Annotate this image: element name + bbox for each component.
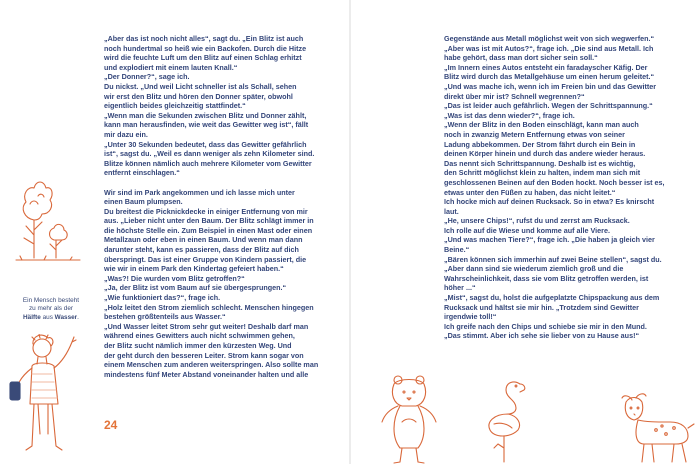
tree-illustration bbox=[14, 160, 84, 265]
bear-illustration bbox=[380, 372, 440, 464]
paragraph: Ich greife nach den Chips und schiebe sie mir in den Mund. bbox=[444, 321, 647, 331]
paragraph: „Was?! Die wurden vom Blitz getroffen?“ bbox=[104, 273, 245, 283]
paragraph: Wir sind im Park angekommen und ich lasse mich unter einen Baum plumpsen. bbox=[104, 187, 295, 207]
paragraph: „Aber dann sind sie wiederum ziemlich groß und die Wahrscheinlichkeit, dass sie vom Blitz getroffen werden, ist höher ...“ bbox=[444, 264, 649, 293]
side-note-highlight: Hälfte bbox=[23, 313, 41, 321]
paragraph: Ich hocke mich auf deinen Rucksack. So in etwa? Es knirscht laut. bbox=[444, 197, 655, 216]
paragraph: „Wenn man die Sekunden zwischen Blitz und Donner zählt, kann man herausfinden, wie weit das Gewitter weg ist“, fällt mir dazu ein. bbox=[104, 110, 309, 139]
side-note-highlight: Wasser bbox=[54, 313, 78, 321]
paragraph: „He, unsere Chips!“, rufst du und zerrst am Rucksack. bbox=[444, 216, 630, 226]
paragraph: Gegenstände aus Metall möglichst weit von sich wegwerfen.“ bbox=[444, 34, 655, 43]
deer-illustration bbox=[616, 388, 698, 464]
person-illustration bbox=[2, 334, 82, 464]
paragraph: „Wie funktioniert das?“, frage ich. bbox=[104, 293, 221, 303]
paragraph: „Und was machen Tiere?“, frage ich. „Die haben ja gleich vier Beine.“ bbox=[444, 235, 655, 255]
right-page bbox=[350, 0, 700, 464]
paragraph: „Aber das ist noch nicht alles“, sagt du. „Ein Blitz ist auch noch hundertmal so heiß wie ein Backofen. Durch die Hitze wird die feuchte Luft um den Blitz auf einen Schlag erhitzt und explodiert mit einem lauten Knall.“ bbox=[104, 34, 307, 72]
paragraph: „Bären können sich immerhin auf zwei Beine stellen“, sagst du. bbox=[444, 254, 662, 264]
paragraph: „Was ist das denn wieder?“, frage ich. bbox=[444, 110, 575, 120]
paragraph: „Das ist leider auch gefährlich. Wegen der Schrittspannung.“ bbox=[444, 101, 653, 111]
paragraph: „Und Wasser leitet Strom sehr gut weiter! Deshalb darf man während eines Gewitters auch nicht schwimmen gehen, der Blitz sucht nämlich immer den kürzesten Weg. Und der geht durch den besseren Leiter. Strom kann sogar von einem Menschen zum anderen weiterspringen. Also sollte man mindestens fünf Meter Abstand voneinander halten und alle bbox=[104, 321, 319, 379]
right-page-text bbox=[444, 34, 682, 341]
paragraph: „Das stimmt. Aber ich sehe sie lieber von zu Hause aus!“ bbox=[444, 331, 640, 341]
paragraph: „Wenn der Blitz in den Boden einschlägt, kann man auch noch in zwanzig Metern Entfernung etwas von seiner Ladung abbekommen. Der Strom fährt durch ein Bein in deinen Körper hinein und durch das andere wieder heraus. Das nennt sich Schrittspannung. Deshalb ist es wichtig, den Schritt möglichst klein zu halten, indem man sich mit geschlossenen Beinen auf den Boden hockt. Noch besser ist es, etwas unter den Füßen zu haben, das nicht leitet.“ bbox=[444, 120, 665, 197]
paragraph: „Unter 30 Sekunden bedeutet, dass das Gewitter gefährlich ist“, sagst du. „Weil es dann weniger als zehn Kilometer sind. Blitze können nämlich auch mehrere Kilometer vom Gewitter entfernt einschlagen.“ bbox=[104, 139, 315, 178]
paragraph: „Mist“, sagst du, holst die aufgeplatzte Chipspackung aus dem Rucksack und hältst sie mir hin. „Trotzdem sind Gewitter irgendwie toll!“ bbox=[444, 293, 660, 322]
paragraph: „Der Donner?“, sage ich. bbox=[104, 72, 190, 82]
left-page-text bbox=[104, 34, 340, 379]
paragraph: Du breitest die Picknickdecke in einiger Entfernung von mir aus. „Lieber nicht unter den Baum. Der Blitz schlägt immer in die höchste Stelle ein. Zum Beispiel in einen Mast oder einen Metallzaun oder eben in einen Baum. Und wenn man dann darunter steht, kann es passieren, dass der Blitz auf dich überspringt. Das ist einer Gruppe von Kindern passiert, die wie wir in einem Park den Kindertag gefeiert haben.“ bbox=[104, 206, 314, 274]
side-note-text: Ein Mensch besteht zu mehr als der bbox=[22, 297, 80, 313]
paragraph: „Ja, der Blitz ist vom Baum auf sie übergesprungen.“ bbox=[104, 283, 287, 293]
side-note bbox=[20, 297, 82, 322]
paragraph: „Und was mache ich, wenn ich im Freien bin und das Gewitter direkt über mir ist? Schnell wegrennen?“ bbox=[444, 81, 657, 101]
paragraph: „Holz leitet den Strom ziemlich schlecht. Menschen hingegen bestehen größtenteils aus Wasser.“ bbox=[104, 302, 314, 322]
side-note-text: . bbox=[77, 313, 79, 321]
paragraph: „Aber was ist mit Autos?“, frage ich. „Die sind aus Metall. Ich habe gehört, dass man dort sicher sein soll.“ bbox=[444, 43, 654, 63]
paragraph: „Im Innern eines Autos entsteht ein faradayscher Käfig. Der Blitz wird durch das Metallgehäuse um einen herum geleitet.“ bbox=[444, 62, 655, 82]
flamingo-illustration bbox=[480, 378, 540, 464]
paragraph: Du nickst. „Und weil Licht schneller ist als Schall, sehen wir erst den Blitz und hören den Donner später, obwohl eigentlich beides gleichzeitig stattfindet.“ bbox=[104, 81, 297, 111]
paragraph: Ich rolle auf die Wiese und komme auf alle Viere. bbox=[444, 225, 610, 235]
side-note-text: aus bbox=[40, 313, 55, 321]
page-number: 24 bbox=[104, 418, 118, 432]
